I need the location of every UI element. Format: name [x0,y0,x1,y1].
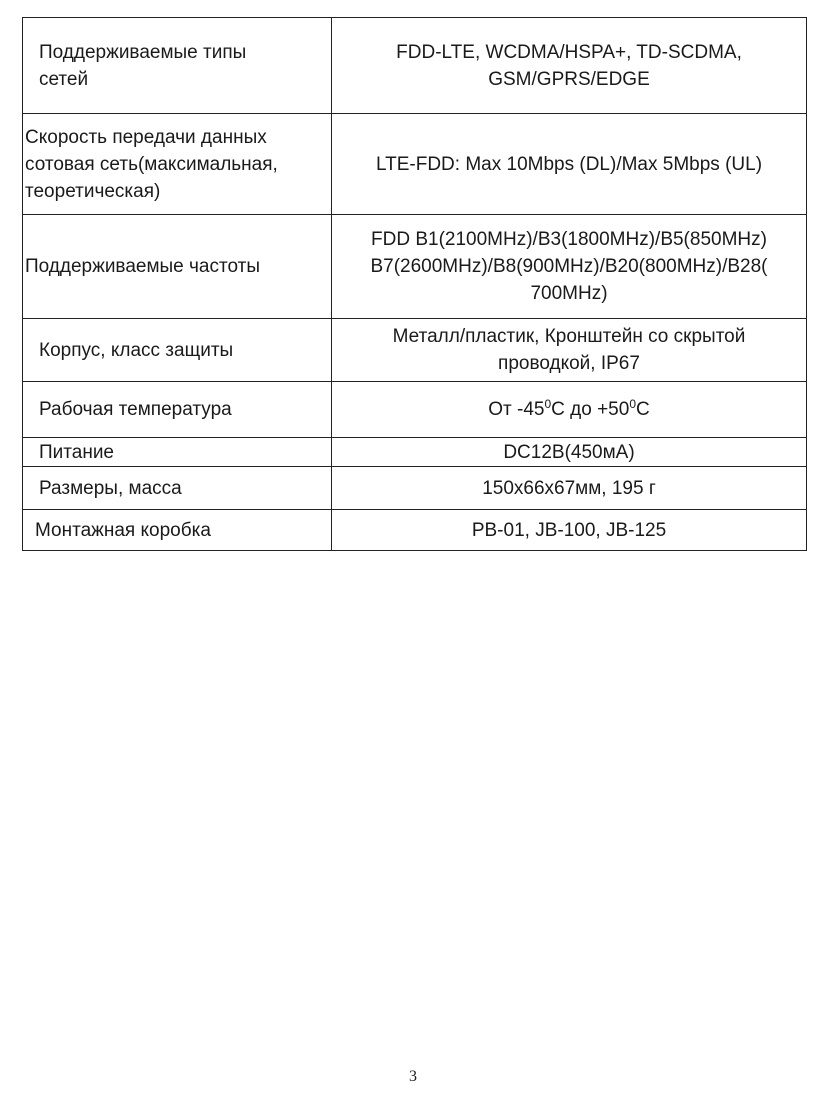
row-value [332,510,807,551]
table-row-data-rate [23,114,807,215]
table-row-housing [23,319,807,382]
row-label [23,382,332,438]
table-row-mounting-box [23,510,807,551]
value-line: 150x66x67мм, 195 г [482,477,656,499]
label-line: теоретическая) [25,180,161,202]
degree-superscript: 0 [629,397,637,411]
label-line: Рабочая температура [39,399,232,420]
table-row-network-types [23,18,807,114]
table-row-dimensions [23,467,807,510]
row-value [332,438,807,467]
label-line: сотовая сеть(максимальная, [25,153,278,175]
value-line: PB-01, JB-100, JB-125 [471,519,667,541]
value-line: FDD-LTE, WCDMA/HSPA+, TD-SCDMA, [396,41,742,63]
row-label [23,319,332,382]
degree-superscript: 0 [544,397,552,411]
page-number: 3 [409,1068,417,1085]
value-line: проводкой, IP67 [498,353,640,374]
table-row-power [23,438,807,467]
row-label [23,18,332,114]
row-value [332,114,807,215]
value-line: DC12В(450мА) [503,441,635,463]
row-value [332,319,807,382]
temperature-text: С до +50 [551,399,630,420]
row-label [23,215,332,319]
temperature-text: От -45 [488,399,545,420]
table-row-frequencies [23,215,807,319]
row-label [23,114,332,215]
row-label [23,438,332,467]
label-line: Поддерживаемые типы [39,41,247,63]
row-value [332,18,807,114]
value-line: 700MHz) [530,283,608,304]
value-line: FDD B1(2100MHz)/B3(1800MHz)/B5(850MHz) [371,229,767,250]
row-value [332,382,807,438]
value-line: Металл/пластик, Кронштейн со скрытой [392,326,746,347]
temperature-text: С [636,399,650,420]
label-line: Поддерживаемые частоты [25,256,260,277]
row-label [23,467,332,510]
row-value [332,467,807,510]
label-line: Скорость передачи данных [25,126,267,148]
table-row-operating-temperature [23,382,807,438]
row-label [23,510,332,551]
label-line: Питание [39,441,114,463]
label-line: сетей [39,68,89,90]
specifications-table [22,17,807,551]
label-line: Корпус, класс защиты [39,339,234,361]
value-line: B7(2600MHz)/B8(900MHz)/B20(800MHz)/B28( [370,256,768,277]
row-value [332,215,807,319]
value-line: LTE-FDD: Max 10Mbps (DL)/Max 5Mbps (UL) [375,153,763,175]
value-line: GSM/GPRS/EDGE [488,68,650,90]
label-line: Размеры, масса [39,477,182,499]
label-line: Монтажная коробка [35,519,211,541]
